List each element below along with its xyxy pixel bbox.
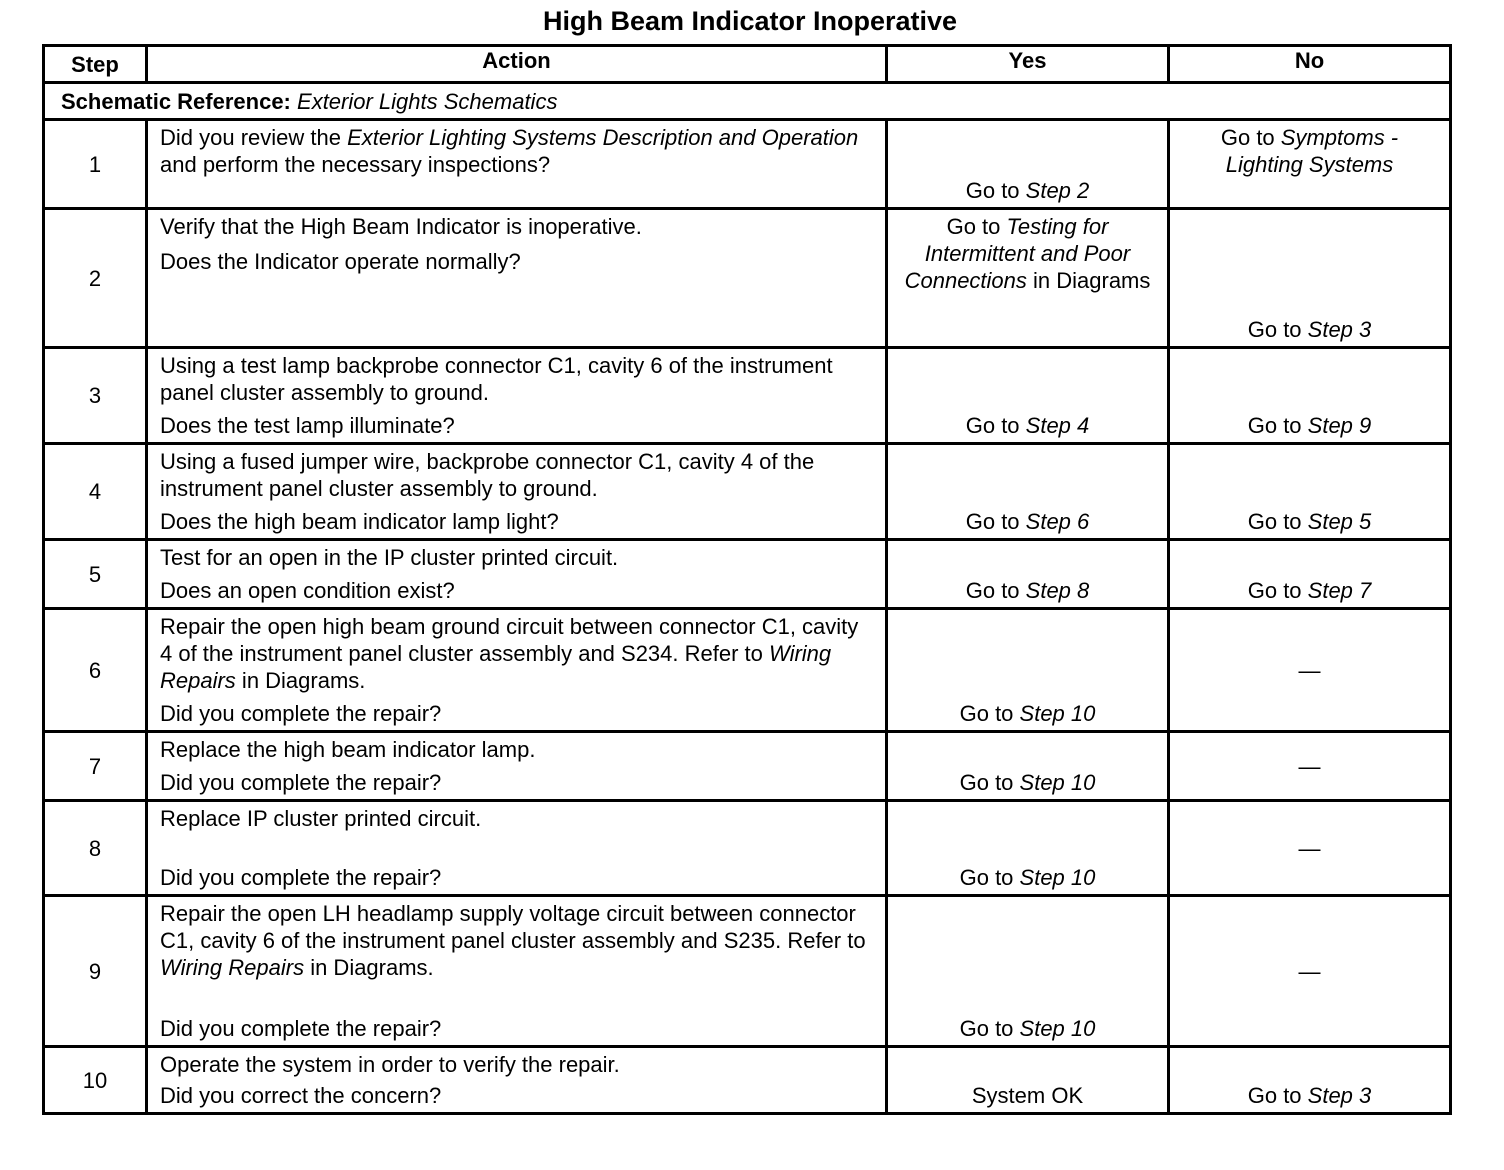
yes-content: [900, 897, 1155, 1045]
text-segment: —: [1298, 958, 1321, 984]
table-row: [44, 120, 1451, 209]
italic-reference: Step 10: [1019, 701, 1096, 726]
result-text: [900, 1015, 1155, 1042]
action-cell: [147, 732, 887, 801]
action-question: [160, 508, 873, 535]
text-segment: System OK: [971, 1083, 1084, 1108]
text-segment: Does an open condition exist?: [160, 578, 455, 603]
text-segment: in Diagrams.: [304, 955, 434, 980]
action-question: [160, 248, 873, 275]
result-text: [900, 864, 1155, 891]
yes-content: [900, 541, 1155, 607]
action-instruction: [160, 213, 873, 240]
text-segment: Did you review the: [160, 125, 348, 150]
diagnostic-table: [42, 44, 1452, 1115]
yes-cell: [887, 209, 1169, 348]
no-content: [1182, 897, 1437, 1045]
action-content: [160, 610, 873, 730]
text-segment: Go to: [965, 413, 1026, 438]
result-text: [1182, 958, 1437, 985]
text-segment: Did you complete the repair?: [160, 770, 442, 795]
text-segment: Did you complete the repair?: [160, 865, 442, 890]
action-cell: [147, 348, 887, 444]
step-number: 8: [44, 801, 147, 896]
text-segment: and perform the necessary inspections?: [160, 152, 551, 177]
italic-reference: Step 10: [1019, 865, 1096, 890]
text-segment: —: [1298, 657, 1321, 683]
action-cell: [147, 444, 887, 540]
text-segment: Go to: [1247, 578, 1308, 603]
schematic-value: Exterior Lights Schematics: [297, 88, 558, 114]
result-text: [900, 700, 1155, 727]
table-row: [44, 732, 1451, 801]
action-content: [160, 445, 873, 538]
action-content: [160, 802, 873, 894]
no-cell: [1169, 801, 1451, 896]
result-text: [1182, 508, 1437, 535]
action-content: [160, 210, 873, 346]
no-cell: [1169, 609, 1451, 732]
italic-reference: Step 4: [1025, 413, 1090, 438]
action-content: [160, 541, 873, 607]
table-row: [44, 444, 1451, 540]
table-row: [44, 896, 1451, 1047]
text-segment: in Diagrams: [1026, 268, 1151, 293]
action-content: [160, 1048, 873, 1112]
text-segment: Go to: [959, 701, 1020, 726]
yes-content: [900, 349, 1155, 442]
action-question: [160, 1015, 873, 1042]
text-segment: Using a test lamp backprobe connector C1, cavity 6 of the instrument panel cluster assembly to ground.: [160, 353, 833, 405]
yes-content: [900, 210, 1155, 346]
action-question: [160, 412, 873, 439]
text-segment: Repair the open LH headlamp supply voltage circuit between connector C1, cavity 6 of the instrument panel cluster assembly and S235. Refer to: [160, 901, 866, 953]
no-content: [1182, 445, 1437, 538]
no-content: [1182, 1048, 1437, 1112]
no-content: [1182, 121, 1437, 207]
italic-reference: Testing for Intermittent and Poor Connections: [904, 214, 1131, 293]
text-segment: Go to: [965, 578, 1026, 603]
table-row: [44, 348, 1451, 444]
text-segment: Go to: [1247, 317, 1308, 342]
action-cell: [147, 209, 887, 348]
text-segment: Using a fused jumper wire, backprobe connector C1, cavity 4 of the instrument panel cluster assembly to ground.: [160, 449, 815, 501]
italic-reference: Step 8: [1025, 578, 1090, 603]
yes-content: [900, 610, 1155, 730]
step-number: 10: [44, 1047, 147, 1114]
action-instruction: [160, 124, 873, 178]
action-question: [160, 577, 873, 604]
text-segment: Test for an open in the IP cluster printed circuit.: [160, 545, 619, 570]
step-number: 6: [44, 609, 147, 732]
result-text: [1182, 657, 1437, 684]
result-text: [900, 213, 1155, 294]
no-content: [1182, 733, 1437, 799]
no-cell: [1169, 540, 1451, 609]
text-segment: Did you complete the repair?: [160, 701, 442, 726]
yes-cell: [887, 120, 1169, 209]
result-text: [1182, 316, 1437, 343]
header-action: Action: [147, 46, 887, 83]
text-segment: Go to: [959, 865, 1020, 890]
no-cell: [1169, 732, 1451, 801]
result-text: [900, 508, 1155, 535]
no-content: [1182, 349, 1437, 442]
action-cell: [147, 120, 887, 209]
italic-reference: Step 10: [1019, 1016, 1096, 1041]
action-cell: [147, 540, 887, 609]
text-segment: in Diagrams.: [235, 668, 366, 693]
italic-reference: Step 2: [1025, 178, 1090, 203]
result-text: [900, 1082, 1155, 1109]
text-segment: Does the Indicator operate normally?: [160, 249, 521, 274]
action-instruction: [160, 805, 873, 832]
italic-reference: Step 6: [1025, 509, 1090, 534]
text-segment: Go to: [1220, 125, 1281, 150]
no-cell: [1169, 120, 1451, 209]
result-text: [900, 577, 1155, 604]
result-text: [1182, 835, 1437, 862]
italic-reference: Symptoms - Lighting Systems: [1225, 125, 1399, 177]
yes-content: [900, 121, 1155, 207]
action-cell: [147, 801, 887, 896]
step-number: 9: [44, 896, 147, 1047]
action-cell: [147, 609, 887, 732]
yes-cell: [887, 1047, 1169, 1114]
italic-reference: Step 7: [1307, 578, 1372, 603]
text-segment: Replace IP cluster printed circuit.: [160, 806, 482, 831]
action-instruction: [160, 448, 873, 502]
result-text: [900, 769, 1155, 796]
result-text: [900, 177, 1155, 204]
no-content: [1182, 802, 1437, 894]
text-segment: —: [1298, 753, 1321, 779]
no-cell: [1169, 209, 1451, 348]
text-segment: Does the high beam indicator lamp light?: [160, 509, 559, 534]
yes-cell: [887, 896, 1169, 1047]
result-text: [1182, 753, 1437, 780]
text-segment: Did you correct the concern?: [160, 1083, 442, 1108]
text-segment: Replace the high beam indicator lamp.: [160, 737, 536, 762]
action-instruction: [160, 352, 873, 406]
no-cell: [1169, 444, 1451, 540]
yes-cell: [887, 732, 1169, 801]
yes-content: [900, 445, 1155, 538]
no-cell: [1169, 348, 1451, 444]
yes-cell: [887, 444, 1169, 540]
result-text: [1182, 577, 1437, 604]
result-text: [900, 412, 1155, 439]
step-number: 1: [44, 120, 147, 209]
result-text: [1182, 412, 1437, 439]
result-text: [1182, 124, 1437, 178]
text-segment: Does the test lamp illuminate?: [160, 413, 455, 438]
text-segment: Go to: [959, 1016, 1020, 1041]
step-number: 2: [44, 209, 147, 348]
step-number: 5: [44, 540, 147, 609]
text-segment: Go to: [959, 770, 1020, 795]
header-row: [44, 46, 1451, 83]
action-cell: [147, 1047, 887, 1114]
italic-reference: Step 9: [1307, 413, 1372, 438]
action-content: [160, 897, 873, 1045]
header-yes: Yes: [887, 46, 1169, 83]
yes-content: [900, 733, 1155, 799]
yes-content: [900, 1048, 1155, 1112]
action-question: [160, 864, 873, 891]
no-content: [1182, 610, 1437, 730]
text-segment: Repair the open high beam ground circuit between connector C1, cavity 4 of the instrument panel cluster assembly and S234. Refer to: [160, 614, 859, 666]
text-segment: Go to: [1247, 413, 1308, 438]
action-instruction: [160, 736, 873, 763]
table-row: [44, 209, 1451, 348]
action-question: [160, 700, 873, 727]
yes-cell: [887, 348, 1169, 444]
yes-cell: [887, 609, 1169, 732]
action-question: [160, 769, 873, 796]
italic-reference: Wiring Repairs: [160, 641, 832, 693]
italic-reference: Wiring Repairs: [160, 955, 305, 980]
text-segment: Go to: [1247, 1083, 1308, 1108]
no-content: [1182, 210, 1437, 346]
header-no: No: [1169, 46, 1451, 83]
text-segment: Go to: [946, 214, 1007, 239]
text-segment: —: [1298, 835, 1321, 861]
text-segment: Verify that the High Beam Indicator is inoperative.: [160, 214, 642, 239]
step-number: 4: [44, 444, 147, 540]
step-number: 3: [44, 348, 147, 444]
yes-cell: [887, 540, 1169, 609]
yes-content: [900, 802, 1155, 894]
no-content: [1182, 541, 1437, 607]
action-content: [160, 733, 873, 799]
action-content: [160, 121, 873, 207]
italic-reference: Exterior Lighting Systems Description and Operation: [347, 125, 859, 150]
yes-cell: [887, 801, 1169, 896]
table-row: [44, 540, 1451, 609]
header-step: Step: [44, 46, 147, 83]
table-row: [44, 801, 1451, 896]
result-text: [1182, 1082, 1437, 1109]
italic-reference: Step 10: [1019, 770, 1096, 795]
schematic-reference-row: [44, 83, 1451, 120]
action-instruction: [160, 613, 873, 694]
page-title: High Beam Indicator Inoperative: [542, 6, 958, 36]
table-row: [44, 1047, 1451, 1114]
no-cell: [1169, 896, 1451, 1047]
action-instruction: [160, 900, 873, 981]
action-question: [160, 1082, 873, 1109]
text-segment: Go to: [1247, 509, 1308, 534]
text-segment: Go to: [965, 509, 1026, 534]
action-cell: [147, 896, 887, 1047]
no-cell: [1169, 1047, 1451, 1114]
step-number: 7: [44, 732, 147, 801]
text-segment: Did you complete the repair?: [160, 1016, 442, 1041]
italic-reference: Step 5: [1307, 509, 1372, 534]
table-row: [44, 609, 1451, 732]
italic-reference: Step 3: [1307, 1083, 1372, 1108]
action-instruction: [160, 544, 873, 571]
italic-reference: Step 3: [1307, 317, 1372, 342]
schematic-label: Schematic Reference:: [61, 88, 291, 114]
text-segment: Operate the system in order to verify the repair.: [160, 1052, 620, 1077]
action-content: [160, 349, 873, 442]
action-instruction: [160, 1051, 873, 1078]
text-segment: Go to: [965, 178, 1026, 203]
